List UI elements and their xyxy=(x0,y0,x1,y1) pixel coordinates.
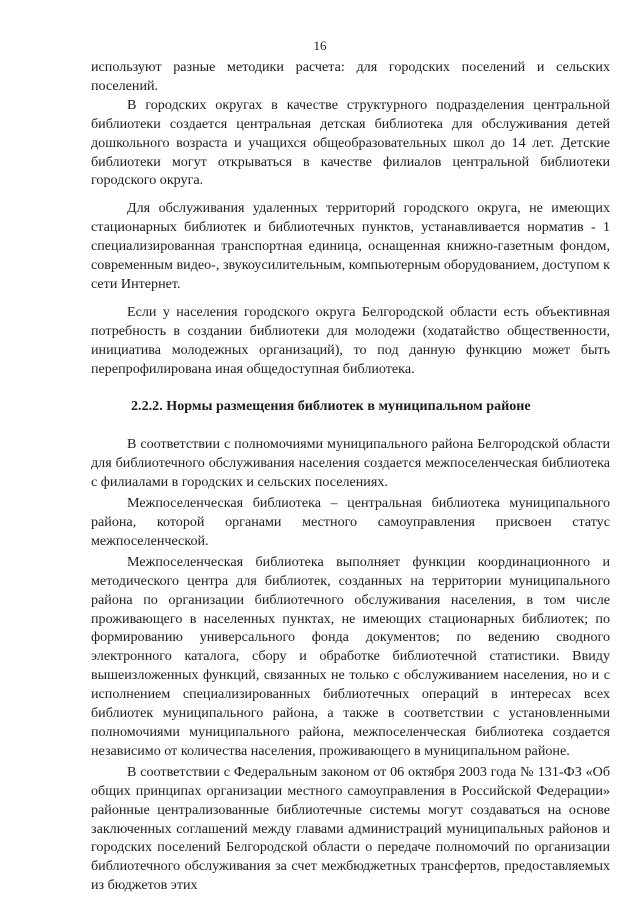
section-heading: 2.2.2. Нормы размещения библиотек в муниципальном районе xyxy=(131,397,531,414)
paragraph: В городских округах в качестве структурного подразделения центральной библиотеки создается центральная детская библиотека для обслуживания детей дошкольного возраста и учащихся общеобразовательных школ до 14 лет. Детские библиотеки могут открываться в качестве филиалов центральной библиотеки городского округа. xyxy=(91,96,610,189)
paragraph: Для обслуживания удаленных территорий городского округа, не имеющих стационарных библиотек и библиотечных пунктов, устанавливается норматив - 1 специализированная транспортная единица, оснащенная книжно-газетным фондом, современным видео-, звукоусилительным, компьютерным оборудованием, доступом к сети Интернет. xyxy=(91,200,610,292)
paragraph: В соответствии с полномочиями муниципального района Белгородской области для библиотечного обслуживания населения создается межпоселенческая библиотека с филиалами в городских и сельских поселениях. xyxy=(91,436,610,491)
page-body xyxy=(91,58,610,895)
paragraph: В соответствии с Федеральным законом от 06 октября 2003 года № 131-ФЗ «Об общих принципах организации местного самоуправления в Российской Федерации» районные централизованные библиотечные системы могут создаваться на основе заключенных соглашений между главами администраций муниципальных районов и городских поселений Белгородской области о передаче полномочий по организации библиотечного обслуживания за счет межбюджетных трансфертов, предоставляемых из бюджетов этих xyxy=(91,763,610,894)
page-number: 16 xyxy=(313,38,327,53)
paragraph: Межпоселенческая библиотека – центральная библиотека муниципального района, которой органами местного самоуправления присвоен статус межпоселенческой. xyxy=(91,495,610,549)
paragraph: используют разные методики расчета: для городских поселений и сельских поселений. xyxy=(91,59,610,94)
paragraph: Если у населения городского округа Белгородской области есть объективная потребность в создании библиотеки для молодежи (ходатайство общественности, инициатива молодежных организаций), то под данную функцию может быть перепрофилирована иная общедоступная библиотека. xyxy=(91,303,610,377)
paragraph: Межпоселенческая библиотека выполняет функции координационного и методического центра для библиотек, созданных на территории муниципального района по организации библиотечного обслуживания населения, в том числе проживающего в населенных пунктах, не имеющих стационарных библиотек; по формированию универсального фонда документов; по ведению сводного электронного каталога, сбору и обработке библиотечной статистики. Ввиду вышеизложенных функций, связанных не только с обслуживанием населения, но и с исполнением специализированных библиотечных операций в интересах всех библиотек муниципального района, а также в соответствии с установленными полномочиями муниципального района, межпоселенческая библиотека создается независимо от количества населения, проживающего в муниципальном районе. xyxy=(91,553,610,759)
